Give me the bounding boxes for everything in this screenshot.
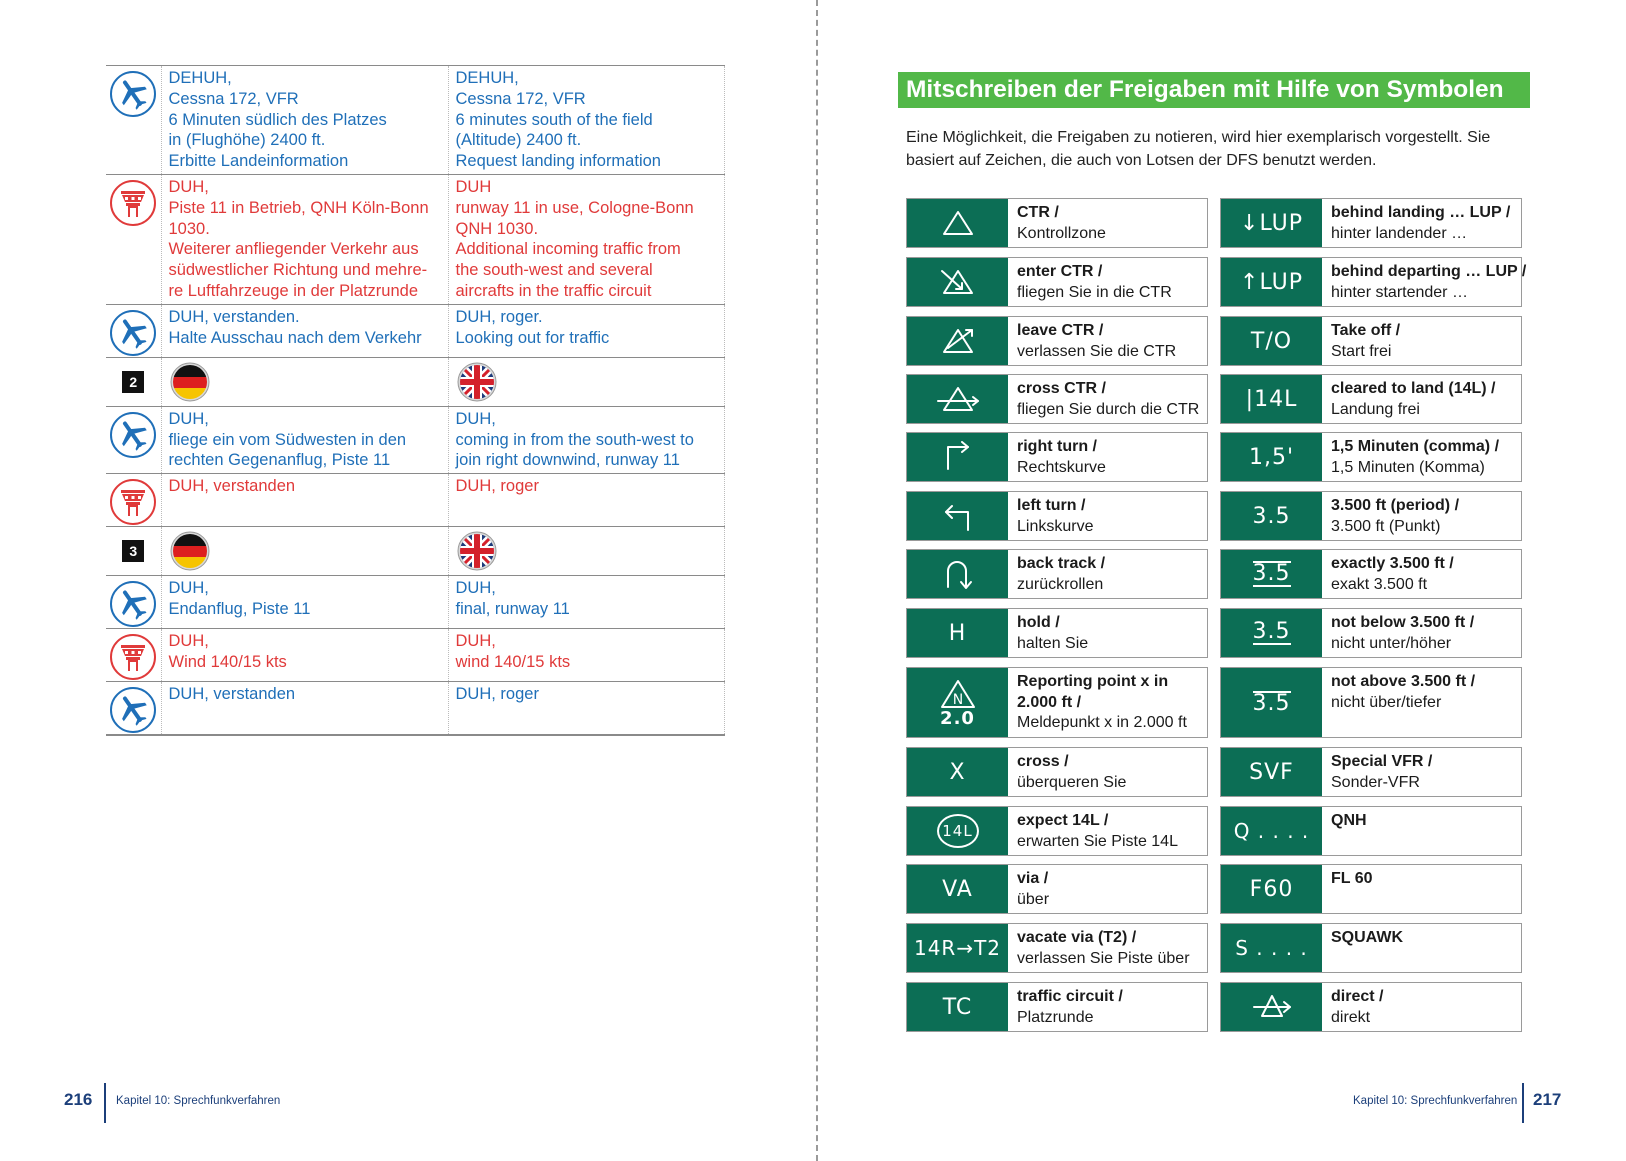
symbol-entry — [906, 747, 1208, 797]
speaker-icon-cell — [106, 629, 161, 682]
german-cell — [161, 576, 448, 629]
symbol-description — [1017, 987, 1203, 1028]
english-cell — [448, 474, 724, 527]
german-cell — [161, 682, 448, 736]
symbol-description — [1331, 437, 1517, 478]
en-text-line: DUH, roger. — [455, 307, 543, 326]
symbol-translation: Rechtskurve — [1017, 458, 1106, 476]
section-number: 3 — [122, 540, 144, 562]
symbol-box — [1221, 865, 1322, 913]
en-text-line: DUH — [455, 177, 492, 196]
pilot-airplane-icon — [109, 411, 157, 459]
en-text-line: Additional incoming traffic from — [455, 240, 681, 259]
symbol-term: direct / — [1331, 988, 1384, 1005]
leave-ctr-icon — [938, 326, 978, 356]
german-flag-cell — [161, 527, 448, 576]
symbol-term: 2.000 ft / — [1017, 693, 1082, 711]
symbol-box — [907, 983, 1008, 1031]
symbol-translation: direkt — [1331, 1008, 1371, 1026]
de-text-line: DUH, verstanden — [168, 685, 296, 704]
en-text-line: DUH, roger — [455, 477, 539, 496]
symbol-entry — [906, 923, 1208, 973]
symbol-term: behind departing … LUP / — [1331, 263, 1527, 280]
symbol-box — [1221, 924, 1322, 972]
section-number-cell — [106, 527, 161, 576]
reporting-point-icon: N 2.0 — [938, 678, 978, 728]
german-flag-cell — [161, 357, 448, 406]
de-text-line: re Luftfahrzeuge in der Platzrunde — [168, 281, 418, 300]
control-tower-icon — [109, 478, 157, 526]
speaker-icon-cell — [106, 304, 161, 357]
symbol-entry — [1220, 608, 1522, 658]
symbol-translation: 1,5 Minuten (Komma) — [1331, 458, 1485, 476]
pilot-airplane-icon — [109, 580, 157, 628]
german-cell — [161, 66, 448, 175]
symbol-box — [1221, 550, 1322, 598]
section-number-row — [106, 357, 724, 406]
en-text-line: DUH, — [455, 632, 496, 651]
en-text-line: the south-west and several — [455, 261, 653, 280]
symbol-description — [1017, 554, 1203, 595]
symbol-translation: hinter startender … — [1331, 283, 1468, 301]
symbol-entry — [1220, 864, 1522, 914]
symbol-description — [1017, 321, 1203, 362]
symbol-glyph: 3.5 — [1252, 503, 1291, 529]
german-flag-icon — [170, 362, 210, 402]
symbol-translation: nicht unter/höher — [1331, 634, 1452, 652]
symbol-term: SQUAWK — [1331, 929, 1403, 946]
symbol-term: not above 3.500 ft / — [1331, 673, 1476, 690]
symbol-description — [1331, 379, 1517, 420]
intro-text — [906, 126, 1536, 172]
symbol-glyph: SVF — [1249, 759, 1294, 785]
de-text-line: 1030. — [168, 219, 210, 238]
footer-divider-right — [1522, 1083, 1524, 1123]
german-flag-icon — [170, 531, 210, 571]
symbol-term: CTR / — [1017, 204, 1059, 221]
symbol-entry — [1220, 806, 1522, 856]
de-text-line: Endanflug, Piste 11 — [168, 599, 311, 618]
symbol-term: Take off / — [1331, 322, 1401, 339]
symbol-description — [1331, 752, 1517, 793]
control-tower-icon — [109, 179, 157, 227]
symbol-translation: erwarten Sie Piste 14L — [1017, 832, 1178, 850]
symbol-glyph: |14L — [1245, 386, 1298, 412]
german-cell — [161, 629, 448, 682]
german-cell — [161, 174, 448, 304]
english-cell — [448, 682, 724, 736]
speaker-icon-cell — [106, 174, 161, 304]
symbol-term: enter CTR / — [1017, 263, 1103, 280]
symbol-translation: nicht über/tiefer — [1331, 693, 1442, 711]
symbol-entry — [1220, 923, 1522, 973]
symbol-translation: über — [1017, 890, 1050, 908]
symbol-entry — [906, 608, 1208, 658]
symbol-term: cross CTR / — [1017, 380, 1106, 397]
symbol-term: exactly 3.500 ft / — [1331, 555, 1454, 572]
symbol-glyph: 14L — [937, 814, 979, 848]
en-text-line: coming in from the south-west to — [455, 430, 694, 449]
symbol-translation: Platzrunde — [1017, 1008, 1094, 1026]
german-cell — [161, 474, 448, 527]
symbol-box — [907, 865, 1008, 913]
radio-dialog-table — [106, 65, 725, 736]
symbol-box — [1221, 375, 1322, 423]
section-number-row — [106, 527, 724, 576]
symbol-glyph: ↑LUP — [1240, 269, 1303, 295]
symbol-entry — [1220, 198, 1522, 248]
symbol-description — [1017, 437, 1203, 478]
symbol-translation: überqueren Sie — [1017, 773, 1127, 791]
tower-message-row — [106, 629, 724, 682]
back-track-icon — [940, 557, 976, 591]
control-tower-icon — [109, 633, 157, 681]
symbol-entry — [1220, 432, 1522, 482]
symbol-term: QNH — [1331, 812, 1367, 829]
symbol-term: hold / — [1017, 614, 1060, 631]
de-text-line: Cessna 172, VFR — [168, 89, 299, 108]
symbol-box — [907, 748, 1008, 796]
en-text-line: Looking out for traffic — [455, 328, 610, 347]
symbol-entry — [1220, 667, 1522, 738]
symbol-translation: fliegen Sie in die CTR — [1017, 283, 1172, 301]
symbol-term: not below 3.500 ft / — [1331, 614, 1475, 631]
symbol-term: right turn / — [1017, 438, 1097, 455]
symbol-description — [1331, 987, 1517, 1028]
symbol-box — [907, 375, 1008, 423]
symbol-box — [1221, 668, 1322, 737]
symbol-box — [1221, 807, 1322, 855]
pilot-airplane-icon — [109, 686, 157, 734]
symbol-glyph: 3.5 — [1252, 561, 1291, 586]
symbol-description — [1017, 869, 1203, 910]
en-text-line: Request landing information — [455, 152, 661, 171]
symbol-translation: halten Sie — [1017, 634, 1089, 652]
symbol-box — [907, 668, 1008, 737]
en-text-line: (Altitude) 2400 ft. — [455, 131, 582, 150]
symbol-term: left turn / — [1017, 497, 1086, 514]
de-text-line: DUH, — [168, 409, 209, 428]
de-text-line: DEHUH, — [168, 69, 232, 87]
symbol-entry — [1220, 316, 1522, 366]
uk-flag-icon — [457, 362, 497, 402]
symbol-translation: exakt 3.500 ft — [1331, 575, 1428, 593]
symbol-description — [1017, 262, 1203, 303]
symbol-term: vacate via (T2) / — [1017, 929, 1137, 946]
english-flag-cell — [448, 527, 724, 576]
symbol-glyph: 3.5 — [1252, 619, 1291, 644]
de-text-line: DUH, — [168, 177, 209, 196]
de-text-line: Halte Ausschau nach dem Verkehr — [168, 328, 422, 347]
symbol-translation: Start frei — [1331, 342, 1392, 360]
symbol-entry — [906, 374, 1208, 424]
svg-text:N: N — [952, 691, 963, 708]
speaker-icon-cell — [106, 406, 161, 473]
english-flag-cell — [448, 357, 724, 406]
right-turn-icon — [940, 441, 976, 473]
symbol-description — [1331, 672, 1517, 713]
symbol-term: back track / — [1017, 555, 1106, 572]
symbol-term: cleared to land (14L) / — [1331, 380, 1496, 397]
en-text-line: DUH, — [455, 409, 496, 428]
symbol-translation: Linkskurve — [1017, 517, 1094, 535]
symbol-glyph: T/O — [1250, 328, 1293, 354]
uk-flag-icon — [457, 531, 497, 571]
de-text-line: südwestlicher Richtung und mehre- — [168, 261, 428, 280]
en-text-line: wind 140/15 kts — [455, 652, 571, 671]
symbol-term: leave CTR / — [1017, 322, 1104, 339]
symbol-description — [1331, 613, 1517, 654]
symbol-entry — [1220, 982, 1522, 1032]
symbol-description — [1331, 869, 1517, 890]
pilot-message-row — [106, 576, 724, 629]
ctr-triangle-icon — [938, 208, 978, 238]
symbol-description — [1331, 321, 1517, 362]
speaker-icon-cell — [106, 474, 161, 527]
de-text-line: in (Flughöhe) 2400 ft. — [168, 131, 326, 150]
pilot-airplane-icon — [109, 70, 157, 118]
symbol-entry — [906, 432, 1208, 482]
symbol-description — [1331, 554, 1517, 595]
tower-message-row — [106, 474, 724, 527]
symbol-glyph: TC — [942, 994, 973, 1020]
symbol-term: Special VFR / — [1331, 753, 1433, 770]
pilot-airplane-icon — [109, 309, 157, 357]
page-number-right: 217 — [1533, 1090, 1562, 1109]
pilot-message-row — [106, 66, 724, 175]
symbol-box — [907, 807, 1008, 855]
de-text-line: DUH, — [168, 579, 209, 598]
symbol-glyph: ↓LUP — [1240, 210, 1303, 236]
symbol-box — [907, 317, 1008, 365]
section-heading: Mitschreiben der Freigaben mit Hilfe von Symbolen — [898, 72, 1530, 108]
symbol-box — [907, 258, 1008, 306]
symbol-term: behind landing … LUP / — [1331, 204, 1511, 221]
chapter-right: Kapitel 10: Sprechfunkverfahren — [1353, 1095, 1518, 1107]
symbol-entry — [906, 316, 1208, 366]
symbol-entry — [1220, 747, 1522, 797]
symbol-translation: Meldepunkt x in 2.000 ft — [1017, 714, 1187, 731]
symbol-glyph: VA — [942, 876, 973, 902]
symbol-entry — [906, 864, 1208, 914]
symbol-entry — [906, 491, 1208, 541]
symbol-glyph: Q . . . . — [1233, 819, 1310, 843]
english-cell — [448, 629, 724, 682]
symbol-glyph: X — [949, 759, 966, 785]
symbol-entry — [906, 806, 1208, 856]
pilot-message-row — [106, 406, 724, 473]
de-text-line: fliege ein vom Südwesten in den — [168, 430, 407, 449]
de-text-line: DUH, verstanden — [168, 477, 296, 496]
symbol-box — [907, 433, 1008, 481]
symbol-term: traffic circuit / — [1017, 988, 1123, 1005]
pilot-message-row — [106, 682, 724, 736]
en-text-line: join right downwind, runway 11 — [455, 451, 680, 470]
symbol-description — [1017, 928, 1203, 969]
speaker-icon-cell — [106, 66, 161, 175]
symbol-translation: zurückrollen — [1017, 575, 1104, 593]
de-text-line: Wind 140/15 kts — [168, 652, 287, 671]
footer-divider-left — [104, 1083, 106, 1123]
symbol-term: 1,5 Minuten (comma) / — [1331, 438, 1500, 455]
symbol-glyph: F60 — [1249, 876, 1294, 902]
intro-line: Eine Möglichkeit, die Freigaben zu notieren, wird hier exemplarisch vorgestellt. Sie — [906, 129, 1491, 146]
en-text-line: runway 11 in use, Cologne-Bonn — [455, 198, 694, 217]
symbol-description — [1331, 811, 1517, 832]
de-text-line: Weiterer anfliegender Verkehr aus — [168, 240, 419, 259]
symbol-term: 3.500 ft (period) / — [1331, 497, 1460, 514]
symbol-box — [907, 492, 1008, 540]
en-text-line: final, runway 11 — [455, 599, 570, 618]
symbol-box — [1221, 317, 1322, 365]
en-text-line: DUH, — [455, 579, 496, 598]
symbol-translation: Kontrollzone — [1017, 224, 1106, 242]
intro-line: basiert auf Zeichen, die auch von Lotsen der DFS benutzt werden. — [906, 152, 1377, 169]
en-text-line: DEHUH, — [455, 69, 519, 87]
de-text-line: DUH, verstanden. — [168, 307, 300, 326]
symbol-description — [1017, 379, 1203, 420]
symbol-description — [1017, 613, 1203, 654]
symbol-entry — [906, 982, 1208, 1032]
direct-icon — [1250, 992, 1294, 1022]
symbol-box — [1221, 983, 1322, 1031]
symbol-description — [1331, 496, 1517, 537]
symbol-box — [907, 609, 1008, 657]
symbol-description — [1017, 752, 1203, 793]
symbol-entry — [906, 198, 1208, 248]
symbol-translation: 3.500 ft (Punkt) — [1331, 517, 1441, 535]
de-text-line: rechten Gegenanflug, Piste 11 — [168, 451, 391, 470]
symbol-glyph: H — [948, 620, 967, 646]
english-cell — [448, 174, 724, 304]
symbol-glyph: S . . . . — [1235, 936, 1308, 960]
section-number: 2 — [122, 371, 144, 393]
symbol-entry — [906, 667, 1208, 738]
de-text-line: Erbitte Landeinformation — [168, 152, 349, 171]
english-cell — [448, 576, 724, 629]
tower-message-row — [106, 174, 724, 304]
symbol-box — [1221, 433, 1322, 481]
symbol-term: via / — [1017, 870, 1049, 887]
de-text-line: Piste 11 in Betrieb, QNH Köln-Bonn — [168, 198, 429, 217]
english-cell — [448, 304, 724, 357]
symbol-description — [1017, 203, 1203, 244]
en-text-line: Cessna 172, VFR — [455, 89, 586, 108]
symbol-translation: verlassen Sie die CTR — [1017, 342, 1177, 360]
symbol-entry — [1220, 374, 1522, 424]
symbol-entry — [1220, 257, 1527, 307]
symbol-glyph: 3.5 — [1252, 690, 1291, 716]
symbol-box — [1221, 609, 1322, 657]
pilot-message-row — [106, 304, 724, 357]
symbol-description — [1331, 928, 1517, 949]
german-cell — [161, 304, 448, 357]
symbol-box — [907, 924, 1008, 972]
cross-ctr-icon — [936, 384, 980, 414]
de-text-line: DUH, — [168, 632, 209, 651]
symbol-translation: fliegen Sie durch die CTR — [1017, 400, 1200, 418]
enter-ctr-icon — [938, 267, 978, 297]
symbol-glyph: 14R→T2 — [913, 936, 1002, 960]
chapter-left: Kapitel 10: Sprechfunkverfahren — [116, 1095, 281, 1107]
symbol-entry — [1220, 549, 1522, 599]
symbol-box — [907, 550, 1008, 598]
symbol-term: expect 14L / — [1017, 812, 1109, 829]
symbol-description — [1331, 203, 1517, 244]
symbol-term: Reporting point x in — [1017, 673, 1169, 690]
symbol-term: cross / — [1017, 753, 1069, 770]
english-cell — [448, 66, 724, 175]
german-cell — [161, 406, 448, 473]
symbol-description — [1017, 496, 1203, 537]
section-number-cell — [106, 357, 161, 406]
de-text-line: 6 Minuten südlich des Platzes — [168, 110, 387, 129]
symbol-translation: verlassen Sie Piste über — [1017, 949, 1190, 967]
en-text-line: 6 minutes south of the field — [455, 110, 653, 129]
symbol-box — [907, 199, 1008, 247]
symbol-description — [1017, 672, 1203, 734]
symbol-translation: Sonder-VFR — [1331, 773, 1420, 791]
symbol-box — [1221, 492, 1322, 540]
symbol-glyph: 1,5' — [1248, 444, 1295, 470]
symbol-box — [1221, 748, 1322, 796]
en-text-line: DUH, roger — [455, 685, 539, 704]
symbol-translation: Landung frei — [1331, 400, 1420, 418]
speaker-icon-cell — [106, 576, 161, 629]
page-number-left: 216 — [64, 1090, 93, 1109]
english-cell — [448, 406, 724, 473]
en-text-line: aircrafts in the traffic circuit — [455, 281, 652, 300]
speaker-icon-cell — [106, 682, 161, 736]
symbol-description — [1017, 811, 1203, 852]
page-fold — [816, 0, 818, 1161]
symbol-description — [1331, 262, 1527, 303]
symbol-box — [1221, 258, 1322, 306]
symbol-translation: hinter landender … — [1331, 224, 1468, 242]
en-text-line: QNH 1030. — [455, 219, 539, 238]
symbol-entry — [1220, 491, 1522, 541]
symbol-term: FL 60 — [1331, 870, 1373, 887]
left-turn-icon — [940, 500, 976, 532]
symbol-entry — [906, 549, 1208, 599]
symbol-entry — [906, 257, 1208, 307]
symbol-box — [1221, 199, 1322, 247]
